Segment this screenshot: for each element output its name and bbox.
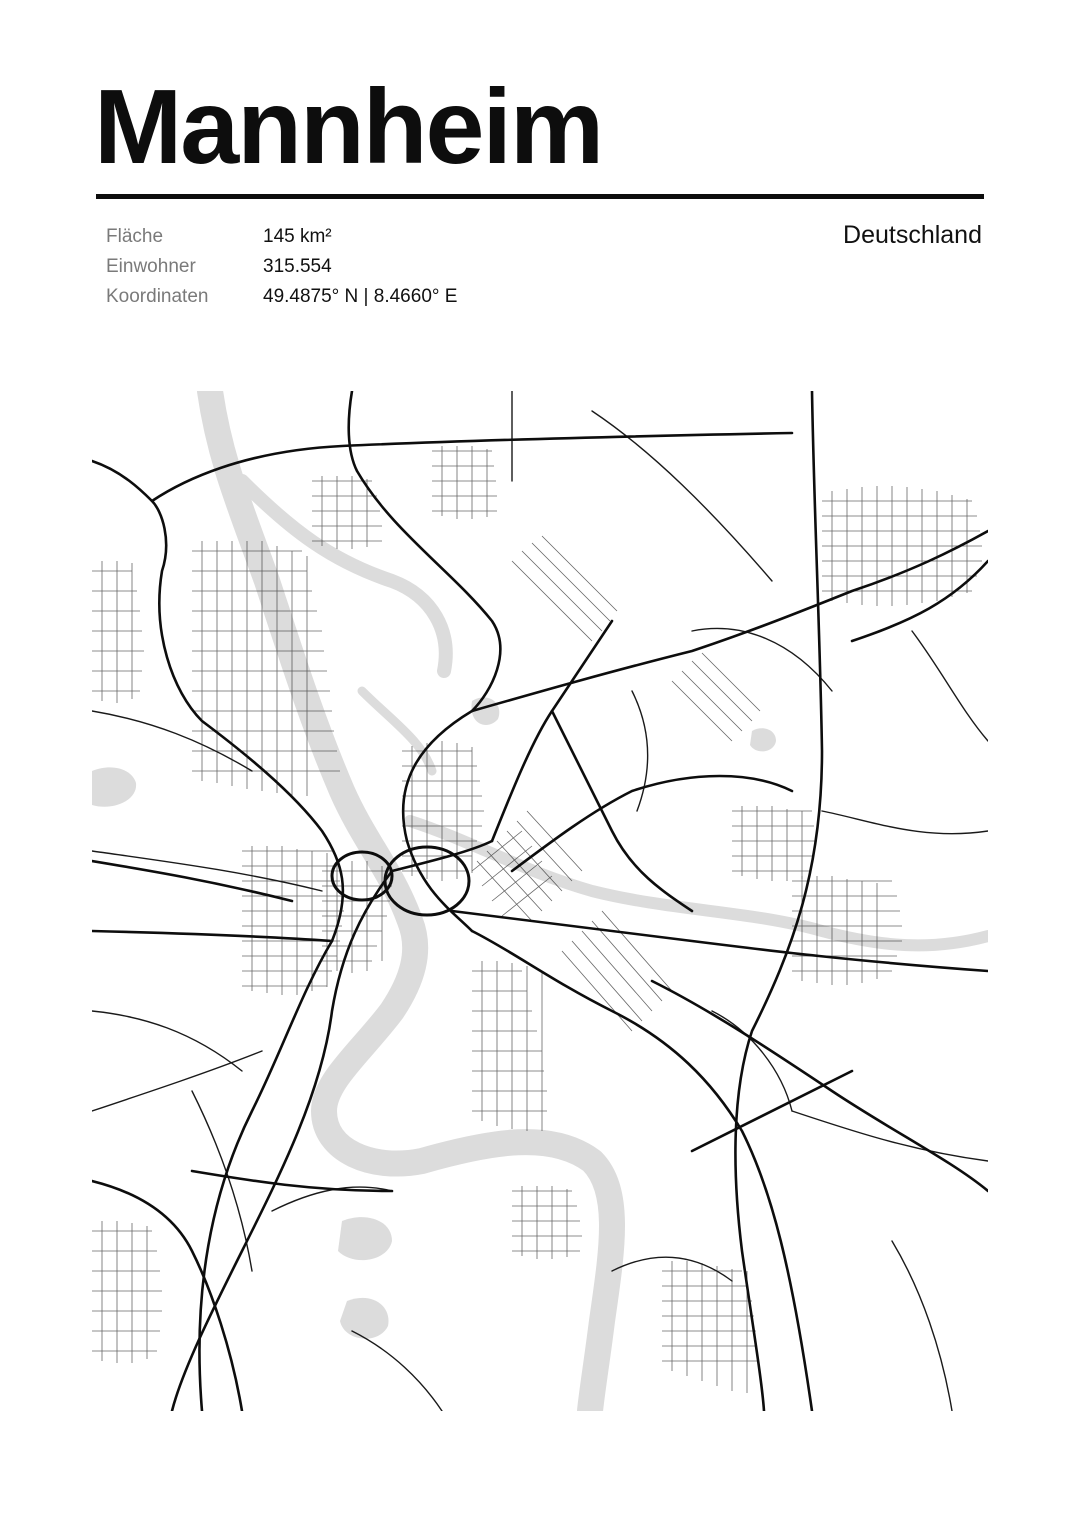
facts-table [106,222,457,312]
fact-value: 145 km² [263,226,332,247]
city-title: Mannheim [94,68,603,186]
title-divider [96,194,984,199]
fact-row-population [106,252,457,282]
fact-row-coordinates [106,282,457,312]
fact-row-area [106,222,457,252]
fact-label: Fläche [106,226,164,247]
fact-value: 49.4875° N | 8.4660° E [263,286,458,307]
fact-label: Koordinaten [106,286,209,307]
country-name: Deutschland [843,221,982,249]
street-map [92,391,988,1411]
fact-label: Einwohner [106,256,196,277]
street-map-graphic [92,391,988,1411]
fact-value: 315.554 [263,256,332,277]
